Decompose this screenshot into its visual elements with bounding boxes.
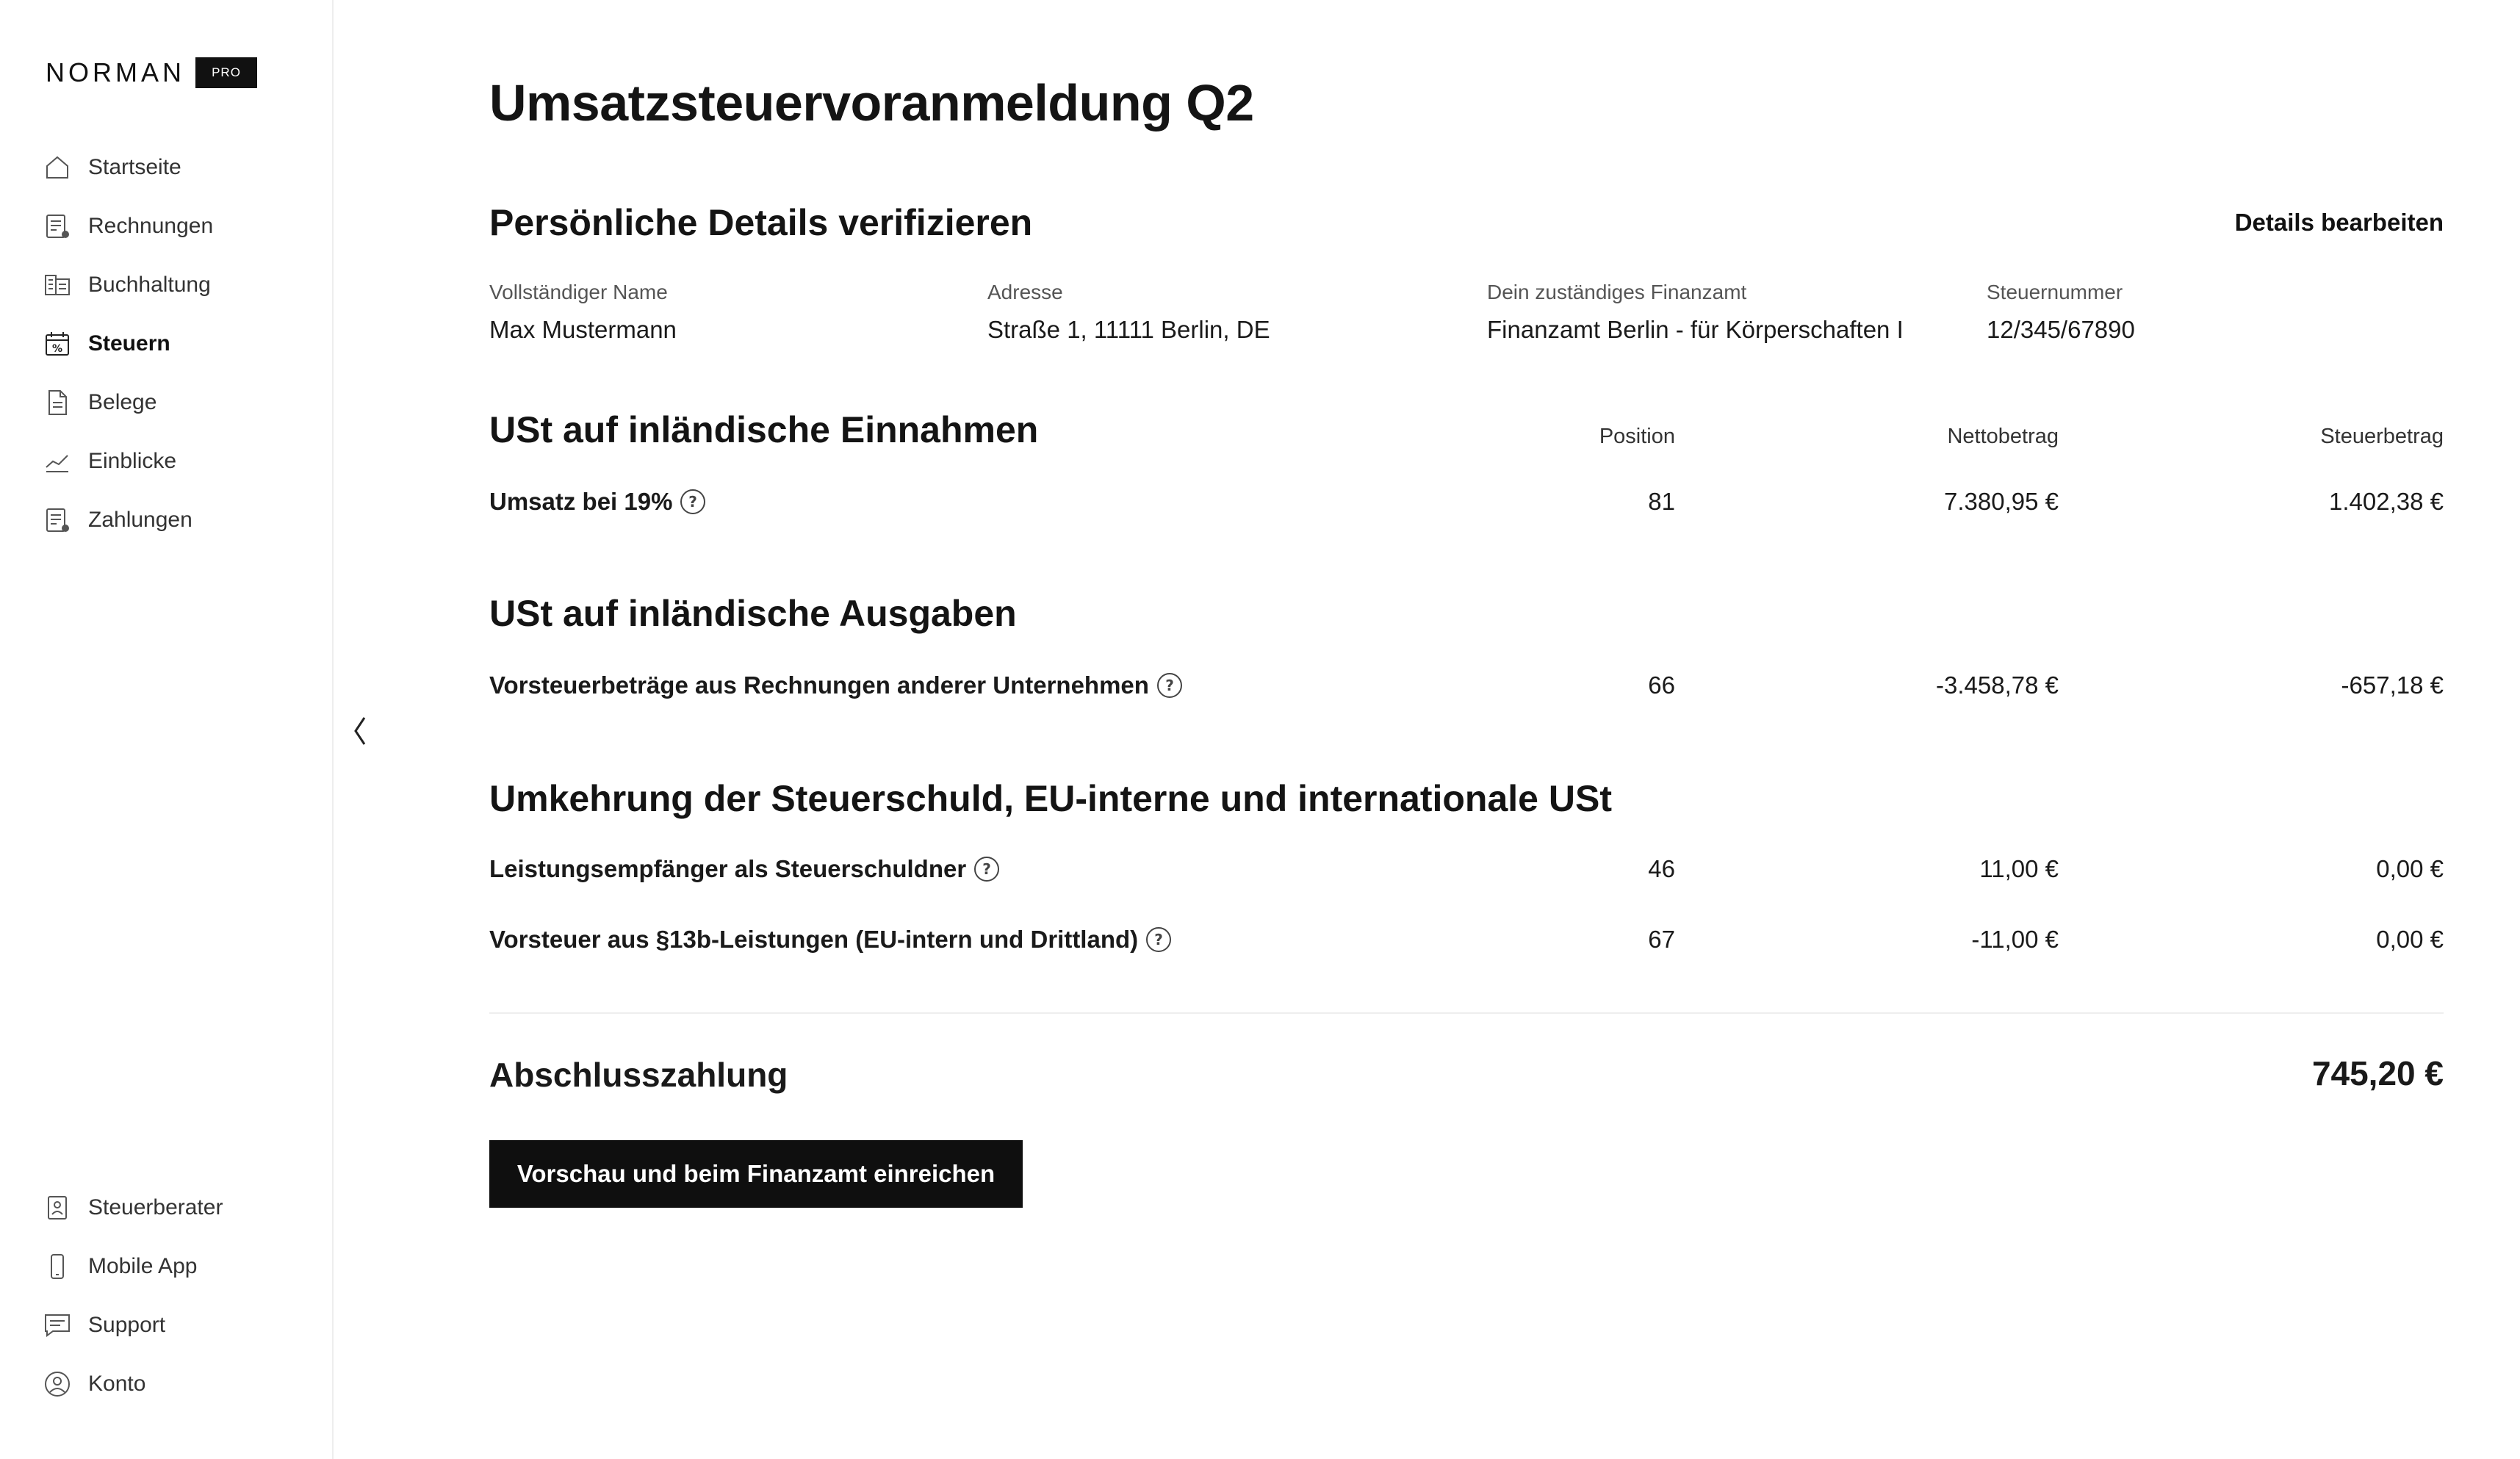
submit-preview-button[interactable]: Vorschau und beim Finanzamt einreichen	[489, 1140, 1023, 1208]
divider	[489, 1012, 2444, 1014]
cell-net: 7.380,95 €	[1944, 488, 2059, 515]
brand-logo[interactable]	[46, 57, 257, 88]
sidebar-item-label: Mobile App	[88, 1254, 198, 1278]
sidebar-item-steuern[interactable]	[43, 314, 322, 373]
cell-tax: 1.402,38 €	[2329, 488, 2444, 515]
cell-net: 11,00 €	[1979, 855, 2059, 882]
row-label-recipient-tax-debtor	[489, 855, 1000, 883]
row-label-input-tax	[489, 671, 1183, 699]
cell-position: 46	[1648, 855, 1675, 882]
sidebar-item-label: Support	[88, 1313, 166, 1337]
payment-icon	[43, 505, 72, 535]
final-payment-label: Abschlusszahlung	[489, 1056, 788, 1094]
row-label-text: Umsatz bei 19%	[489, 488, 673, 515]
help-icon[interactable]	[973, 856, 1000, 882]
row-label-13b-input-tax	[489, 926, 1172, 954]
column-header-net: Nettobetrag	[1947, 425, 2059, 448]
detail-label: Adresse	[987, 281, 1063, 303]
tax-calendar-icon	[43, 329, 72, 359]
sidebar-item-buchhaltung[interactable]	[43, 256, 322, 314]
advisor-icon	[43, 1193, 72, 1222]
chevron-left-icon	[351, 715, 369, 751]
edit-details-link[interactable]: Details bearbeiten	[2234, 209, 2444, 236]
sidebar	[0, 0, 334, 1459]
detail-address	[987, 281, 1270, 344]
cell-tax: 0,00 €	[2376, 855, 2444, 882]
row-label-text: Leistungsempfänger als Steuerschuldner	[489, 855, 967, 882]
chart-line-icon	[43, 447, 72, 476]
help-icon[interactable]	[1145, 926, 1172, 953]
detail-value: Max Mustermann	[489, 316, 677, 343]
svg-text:?: ?	[1165, 677, 1174, 694]
cell-position: 67	[1648, 926, 1675, 953]
detail-label: Steuernummer	[1987, 281, 2123, 303]
sidebar-nav	[43, 138, 322, 550]
detail-value: 12/345/67890	[1987, 316, 2135, 343]
row-label-sales-19	[489, 488, 706, 516]
document-icon	[43, 388, 72, 417]
page-title: Umsatzsteuervoranmeldung Q2	[489, 74, 1254, 132]
sidebar-bottom-nav	[43, 1178, 322, 1413]
sidebar-item-rechnungen[interactable]	[43, 197, 322, 256]
pro-badge: PRO	[195, 57, 257, 88]
detail-tax-office	[1487, 281, 1904, 344]
domestic-expenses-heading: USt auf inländische Ausgaben	[489, 593, 1017, 634]
cell-tax: -657,18 €	[2341, 671, 2444, 699]
sidebar-item-label: Startseite	[88, 155, 181, 179]
ledger-icon	[43, 270, 72, 300]
column-header-tax: Steuerbetrag	[2320, 425, 2444, 448]
cell-net: -11,00 €	[1971, 926, 2059, 953]
detail-value: Finanzamt Berlin - für Körperschaften I	[1487, 316, 1904, 343]
personal-details-heading: Persönliche Details verifizieren	[489, 202, 1033, 243]
sidebar-item-steuerberater[interactable]	[43, 1178, 322, 1237]
cell-tax: 0,00 €	[2376, 926, 2444, 953]
row-label-text: Vorsteuer aus §13b-Leistungen (EU-intern und Drittland)	[489, 926, 1139, 953]
detail-tax-number	[1987, 281, 2135, 344]
row-label-text: Vorsteuerbeträge aus Rechnungen anderer Unternehmen	[489, 671, 1149, 699]
personal-details	[489, 281, 2444, 354]
sidebar-item-zahlungen[interactable]	[43, 491, 322, 550]
sidebar-item-label: Belege	[88, 390, 157, 414]
reverse-charge-heading: Umkehrung der Steuerschuld, EU-interne und internationale USt	[489, 778, 1612, 819]
sidebar-item-label: Einblicke	[88, 449, 177, 473]
detail-value: Straße 1, 11111 Berlin, DE	[987, 316, 1270, 343]
sidebar-item-label: Konto	[88, 1372, 146, 1396]
sidebar-item-mobile-app[interactable]	[43, 1237, 322, 1296]
invoice-icon	[43, 212, 72, 241]
sidebar-item-label: Zahlungen	[88, 508, 192, 532]
svg-text:?: ?	[982, 860, 991, 878]
sidebar-item-startseite[interactable]	[43, 138, 322, 197]
cell-net: -3.458,78 €	[1936, 671, 2059, 699]
sidebar-item-label: Buchhaltung	[88, 273, 211, 297]
detail-label: Vollständiger Name	[489, 281, 668, 303]
help-icon[interactable]	[1156, 672, 1183, 699]
svg-text:%: %	[51, 343, 63, 355]
svg-text:?: ?	[688, 493, 698, 511]
user-icon	[43, 1369, 72, 1399]
detail-label: Dein zuständiges Finanzamt	[1487, 281, 1747, 303]
domestic-revenue-heading: USt auf inländische Einnahmen	[489, 409, 1039, 450]
cell-position: 66	[1648, 671, 1675, 699]
svg-text:?: ?	[1154, 931, 1163, 948]
help-icon[interactable]	[680, 489, 706, 515]
sidebar-item-support[interactable]	[43, 1296, 322, 1355]
chat-icon	[43, 1311, 72, 1340]
cell-position: 81	[1648, 488, 1675, 515]
sidebar-item-label: Rechnungen	[88, 214, 214, 238]
sidebar-item-label: Steuern	[88, 331, 170, 356]
mobile-icon	[43, 1252, 72, 1281]
final-payment-value: 745,20 €	[2311, 1054, 2444, 1092]
sidebar-item-einblicke[interactable]	[43, 432, 322, 491]
column-header-position: Position	[1599, 425, 1675, 448]
sidebar-item-belege[interactable]	[43, 373, 322, 432]
home-icon	[43, 153, 72, 182]
brand-name: NORMAN	[46, 57, 185, 87]
sidebar-item-label: Steuerberater	[88, 1195, 223, 1220]
detail-full-name	[489, 281, 677, 344]
collapse-sidebar-button[interactable]	[345, 714, 375, 751]
sidebar-item-konto[interactable]	[43, 1355, 322, 1413]
